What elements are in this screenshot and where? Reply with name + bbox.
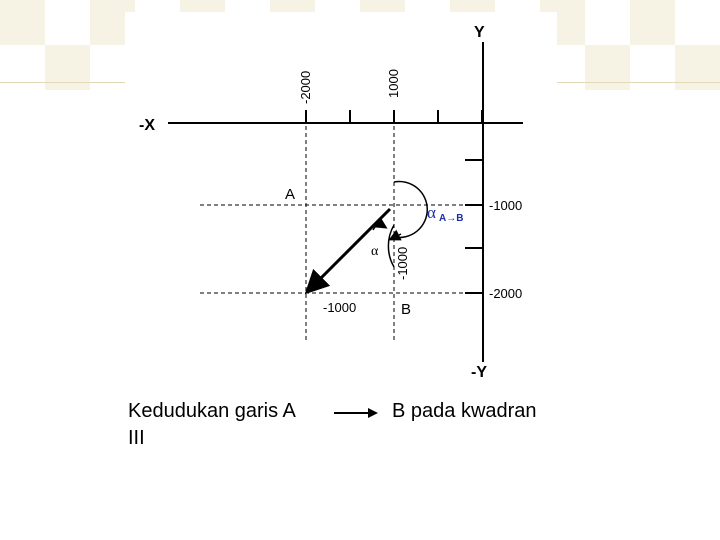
- alpha-label: α: [371, 244, 379, 259]
- arrow-right-icon: [334, 407, 378, 419]
- alpha-ab-arc: [394, 182, 427, 238]
- y-tick-label: -1000: [489, 198, 523, 213]
- caption-part1: Kedudukan garis A: [128, 400, 296, 422]
- y-tick-label: -2000: [489, 286, 523, 301]
- point-b-label: B: [401, 301, 412, 318]
- label-y-pos: Y: [474, 24, 485, 41]
- segment-label-horizontal: -1000: [323, 300, 357, 315]
- label-y-neg: -Y: [471, 364, 487, 381]
- alpha-ab-subscript: A→B: [439, 213, 464, 224]
- alpha-arc: [388, 225, 394, 267]
- x-tick-label: -2000: [298, 70, 313, 104]
- alpha-ab-symbol: α: [427, 203, 436, 222]
- caption-line2: III: [128, 427, 145, 449]
- diagram-svg: [125, 12, 557, 382]
- coordinate-diagram: [125, 12, 557, 382]
- x-tick-label: 1000: [386, 69, 401, 98]
- point-a-label: A: [285, 186, 296, 203]
- caption-part2: B pada kwadran: [392, 400, 537, 422]
- label-x-neg: -X: [139, 117, 155, 134]
- segment-label-vertical: -1000: [395, 246, 410, 280]
